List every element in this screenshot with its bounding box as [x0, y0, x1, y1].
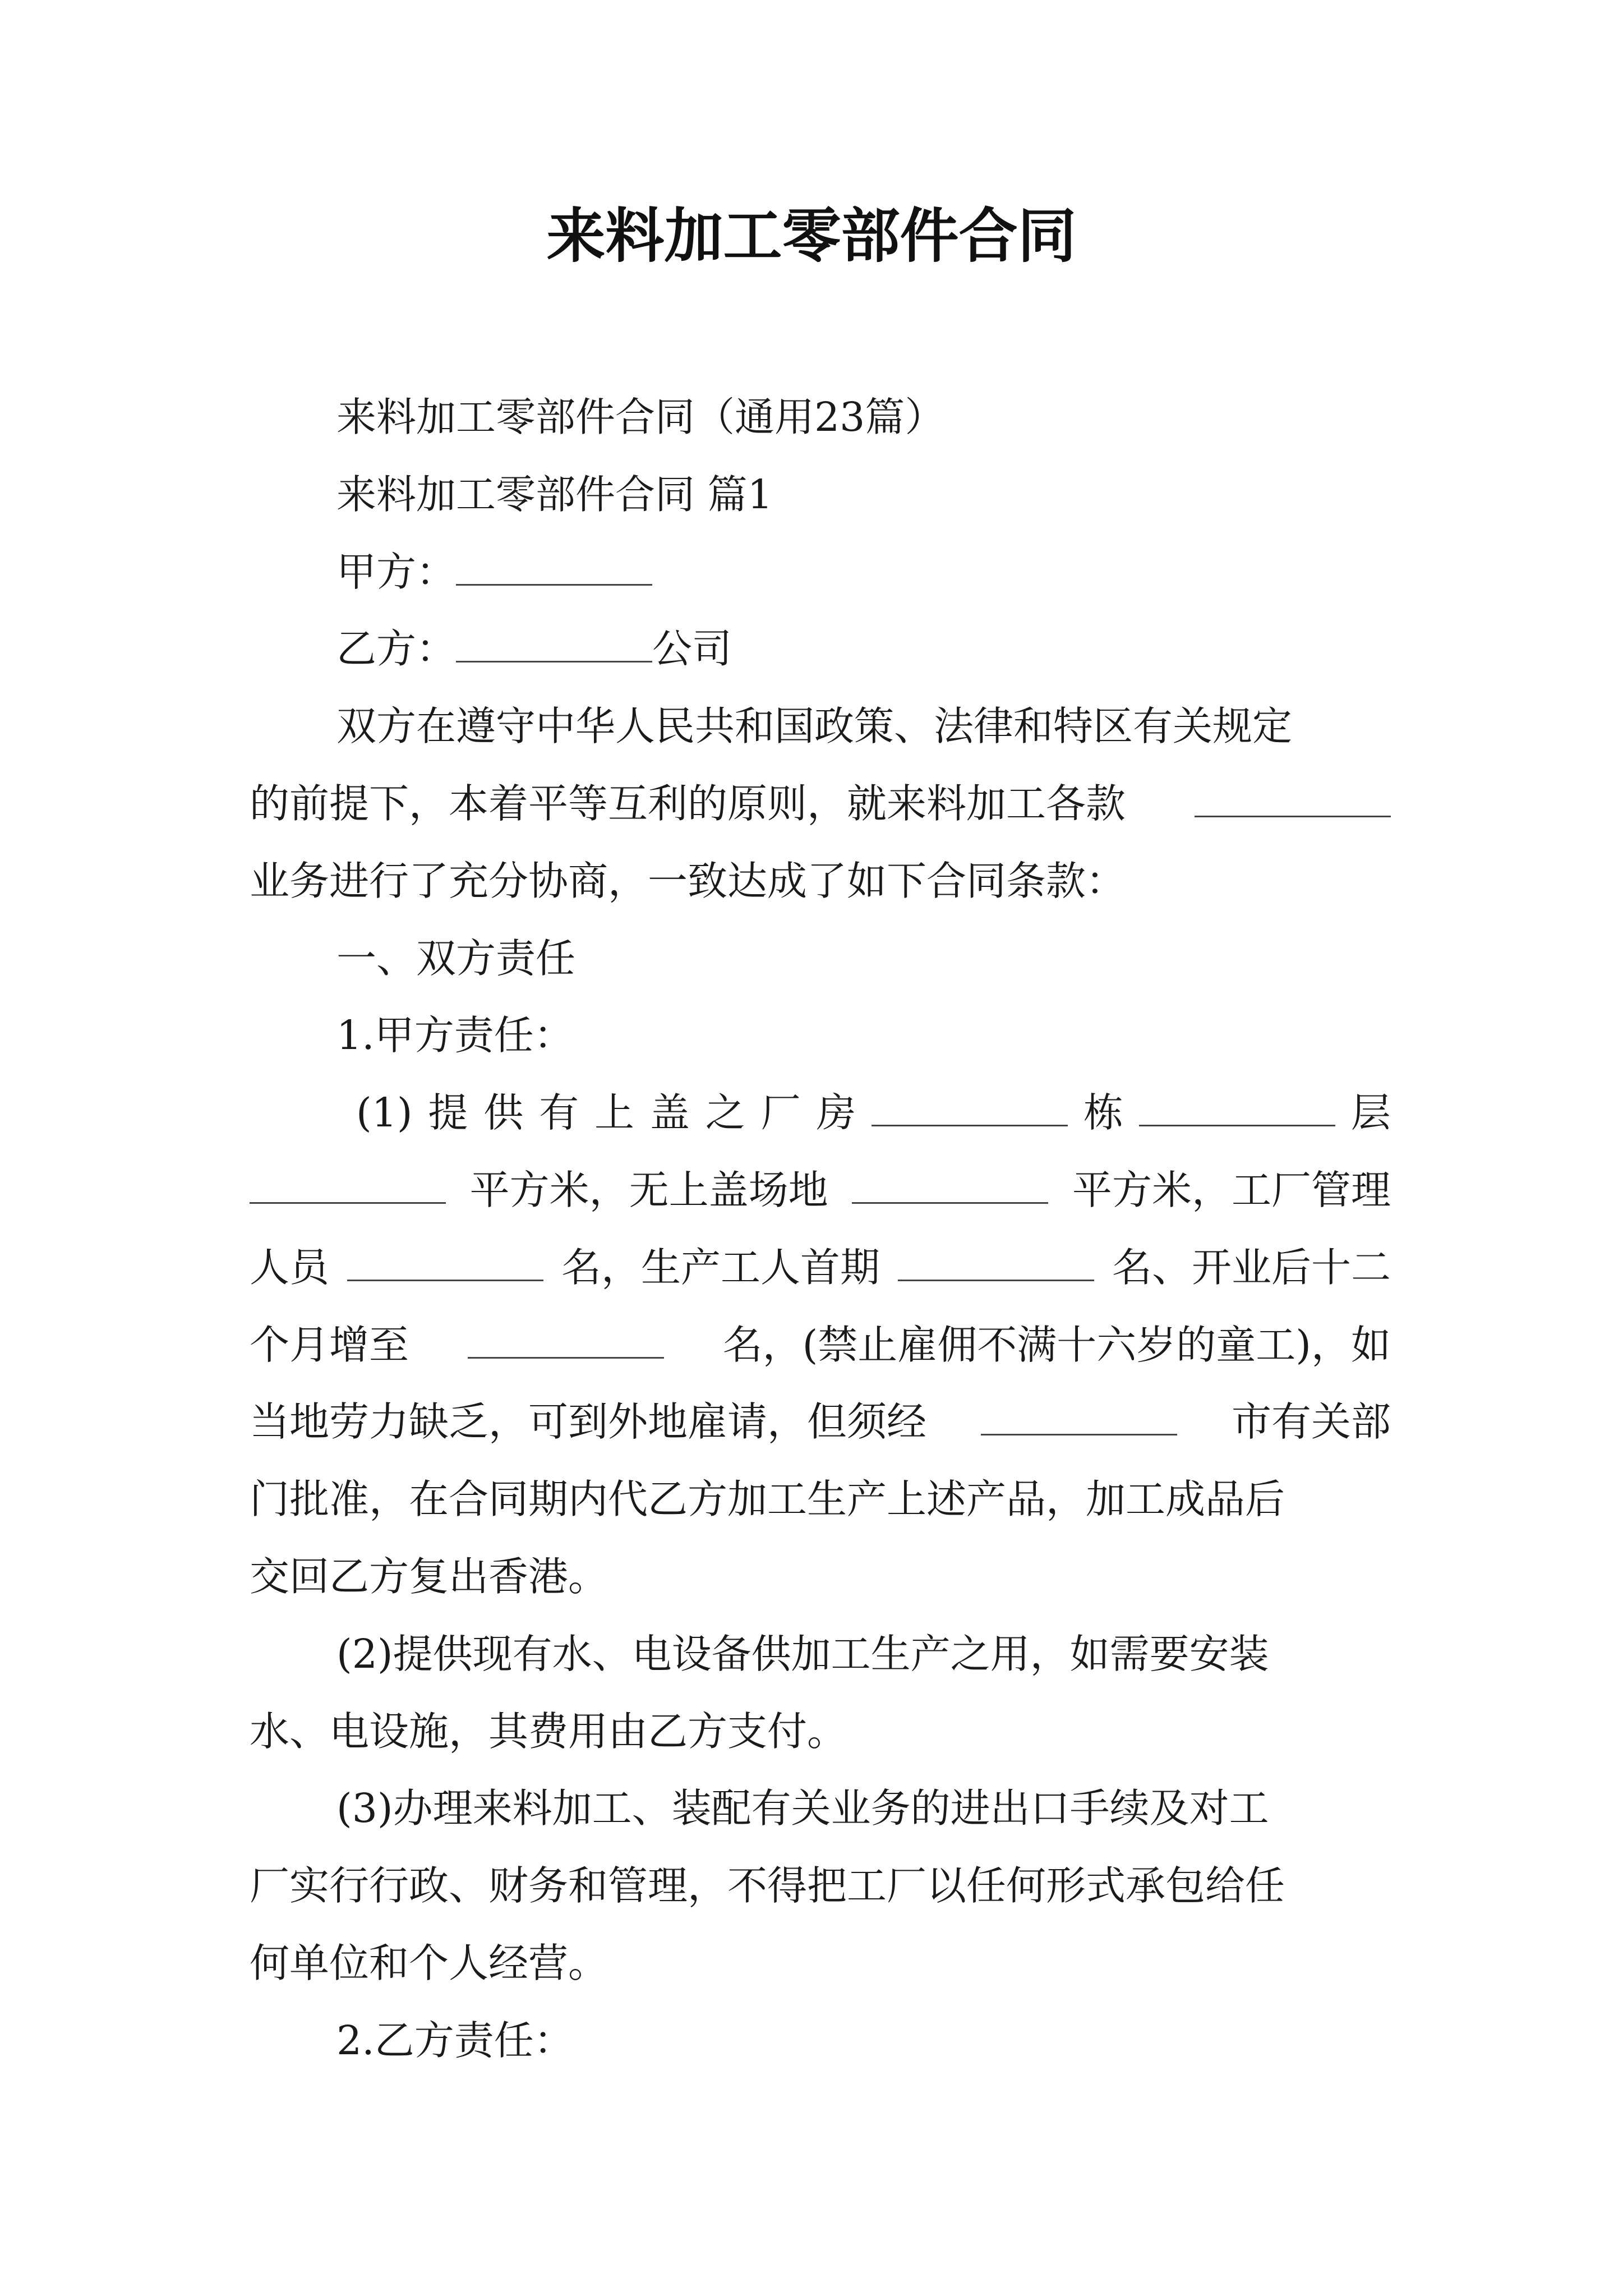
clause-1-text: 当地劳力缺乏，可到外地雇请，但须经 — [250, 1398, 927, 1446]
city-blank — [981, 1401, 1177, 1435]
floor-blank — [1139, 1092, 1335, 1126]
clause-1-char: 有 — [539, 1089, 579, 1137]
workers-blank — [898, 1247, 1094, 1281]
section-heading-responsibilities: 一、双方责任 — [336, 935, 576, 982]
clause-1-char: 房 — [816, 1089, 856, 1137]
clause-1-line-3 — [250, 1229, 1391, 1306]
party-a-blank — [456, 551, 652, 586]
clause-1-char: (1) — [356, 1089, 413, 1137]
clause-1-line-7: 交回乙方复出香港。 — [250, 1553, 608, 1600]
clause-1-line-6: 门批准，在合同期内代乙方加工生产上述产品，加工成品后 — [250, 1476, 1285, 1523]
intro-line-1: 双方在遵守中华人民共和国政策、法律和特区有关规定 — [336, 703, 1293, 750]
intro-line-2 — [250, 765, 1391, 843]
party-b-suffix: 公司 — [652, 625, 732, 673]
business-blank — [1195, 783, 1391, 817]
clause-1-char: 盖 — [649, 1089, 690, 1137]
clause-1-char: 厂 — [760, 1089, 801, 1137]
clause-1-text: 人员 — [250, 1244, 330, 1291]
open-area-blank — [852, 1170, 1048, 1204]
clause-3-line-2: 厂实行行政、财务和管理，不得把工厂以任何形式承包给任 — [250, 1862, 1285, 1910]
clause-1-char: 栋 — [1083, 1089, 1124, 1137]
intro-line-2-text: 的前提下，本着平等互利的原则，就来料加工各款 — [250, 780, 1126, 827]
clause-1-char: 层 — [1350, 1089, 1391, 1137]
chapter-heading: 来料加工零部件合同 篇1 — [336, 471, 773, 518]
clause-1-text: 名，生产工人首期 — [561, 1244, 880, 1291]
clause-1-line-5 — [250, 1383, 1391, 1461]
clause-1-char: 供 — [483, 1089, 524, 1137]
party-a-duty-heading: 1.甲方责任： — [336, 1012, 574, 1059]
document-title: 来料加工零部件合同 — [546, 201, 1077, 270]
party-b-line — [250, 610, 1391, 688]
clause-1-line-1 — [250, 1074, 1391, 1152]
building-blank — [872, 1092, 1068, 1126]
clause-1-char: 提 — [428, 1089, 468, 1137]
party-a-line — [250, 533, 1391, 611]
clause-1-text: 名，(禁止雇佣不满十六岁的童工)，如 — [722, 1321, 1391, 1368]
clause-1-line-2 — [250, 1152, 1391, 1229]
party-b-duty-heading: 2.乙方责任： — [336, 2017, 574, 2064]
clause-3-line-1: (3)办理来料加工、装配有关业务的进出口手续及对工 — [336, 1785, 1269, 1832]
covered-area-blank — [250, 1170, 446, 1204]
intro-line-3: 业务进行了充分协商，一致达成了如下合同条款： — [250, 857, 1126, 904]
document-body — [250, 379, 1391, 2079]
party-a-label: 甲方： — [336, 548, 457, 595]
managers-blank — [347, 1247, 543, 1281]
clause-1-line-4 — [250, 1306, 1391, 1384]
clause-1-char: 之 — [705, 1089, 745, 1137]
document-subtitle: 来料加工零部件合同（通用23篇） — [336, 394, 945, 440]
clause-1-text: 名、开业后十二 — [1112, 1244, 1391, 1291]
workers-increase-blank — [468, 1324, 664, 1359]
party-b-label: 乙方： — [336, 625, 457, 673]
clause-2-line-1: (2)提供现有水、电设备供加工生产之用，如需要安装 — [336, 1630, 1269, 1677]
party-b-blank — [456, 628, 652, 662]
clause-3-line-3: 何单位和个人经营。 — [250, 1939, 608, 1986]
clause-2-line-2: 水、电设施，其费用由乙方支付。 — [250, 1708, 847, 1755]
clause-1-text: 个月增至 — [250, 1321, 409, 1368]
clause-1-char: 上 — [594, 1089, 635, 1137]
clause-1-text: 平方米，无上盖场地 — [469, 1166, 828, 1213]
clause-1-text: 平方米，工厂管理 — [1072, 1166, 1391, 1213]
clause-1-text: 市有关部 — [1231, 1398, 1391, 1446]
